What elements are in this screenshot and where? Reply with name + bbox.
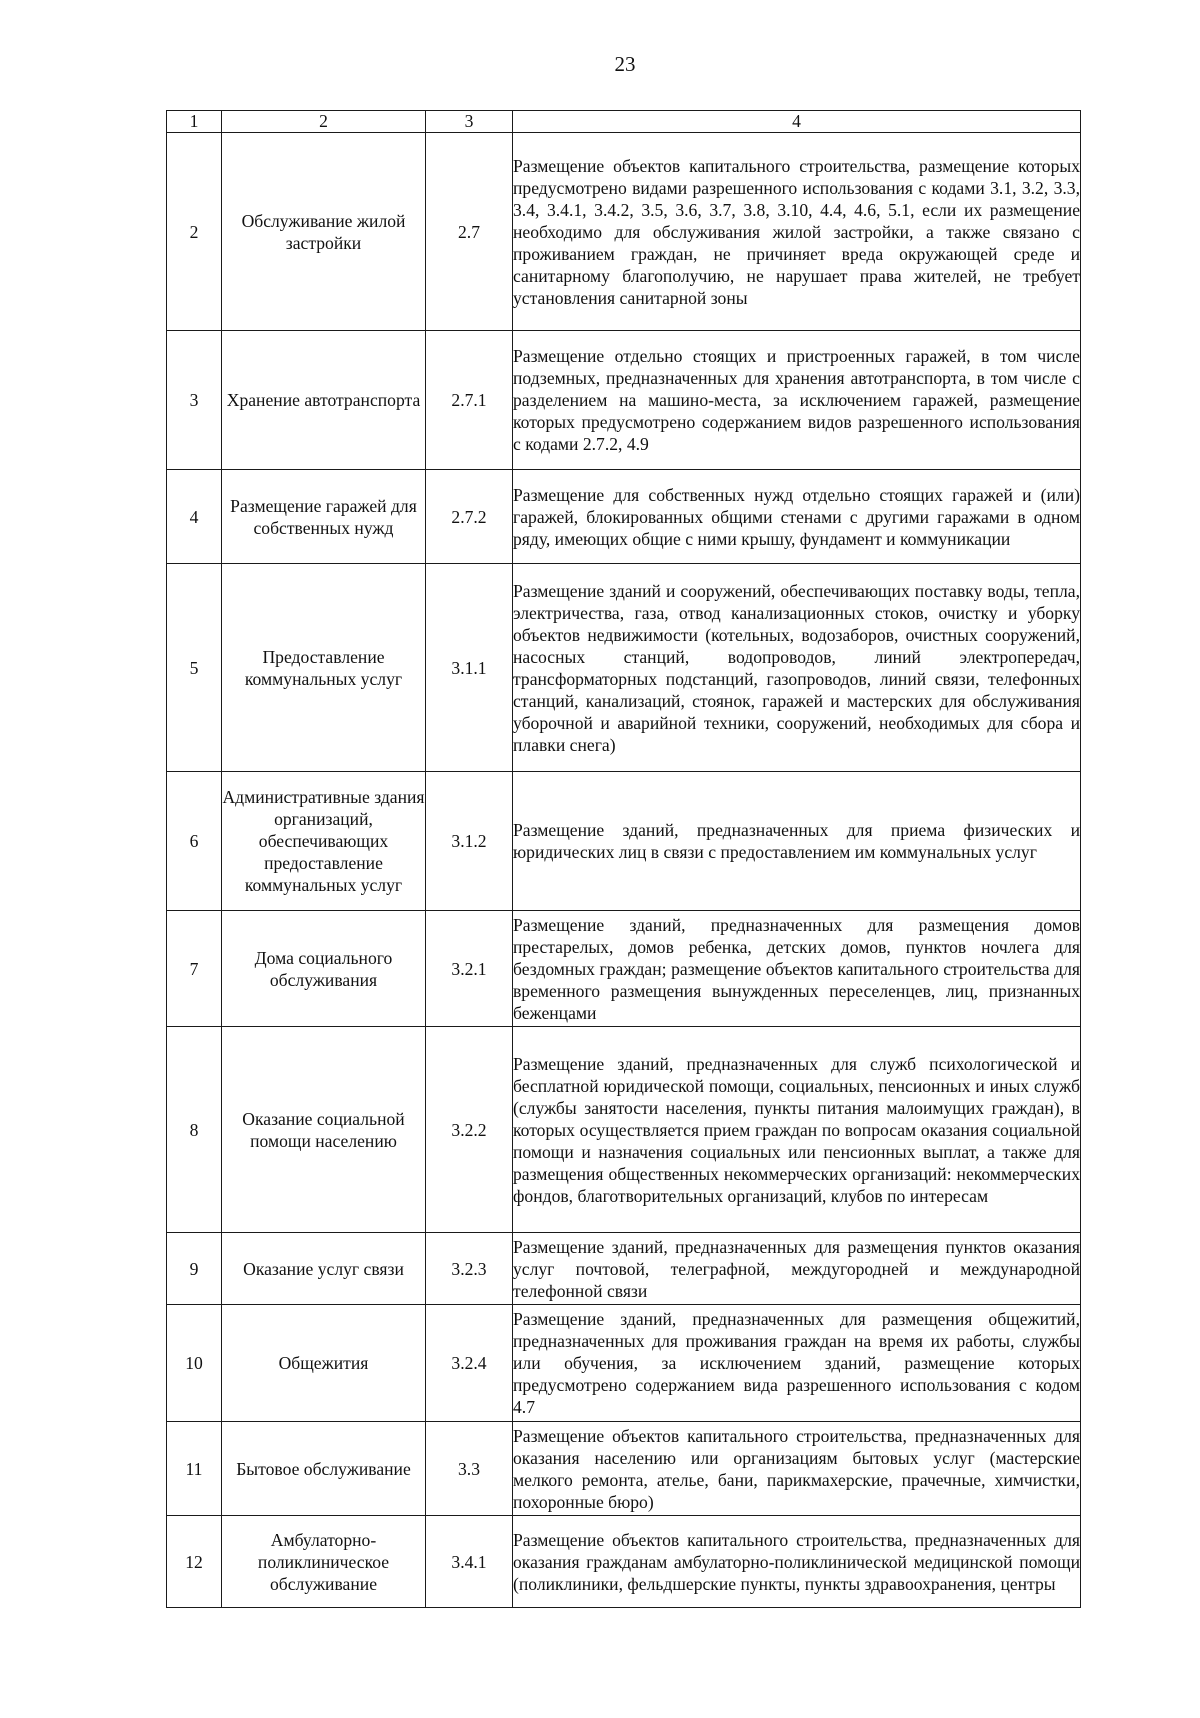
row-number: 10 <box>167 1305 222 1422</box>
table-row <box>167 911 1081 1027</box>
use-type-code: 3.3 <box>426 1422 513 1516</box>
use-type-code: 3.4.1 <box>426 1516 513 1608</box>
land-use-table <box>166 110 1081 1608</box>
row-number: 11 <box>167 1422 222 1516</box>
use-type-description: Размещение зданий, предназначенных для служб психологической и бесплатной юридической помощи, социальных, пенсионных и иных служб (службы занятости населения, пункты питания малоимущих граждан), в которых осуществляется прием граждан по вопросам оказания социальной помощи и назначения социальных или пенсионных выплат, а также для размещения общественных некоммерческих организаций: некоммерческих фондов, благотворительных организаций, клубов по интересам <box>513 1027 1081 1233</box>
table-row <box>167 1422 1081 1516</box>
use-type-code: 3.2.4 <box>426 1305 513 1422</box>
table-row <box>167 470 1081 564</box>
use-type-code: 3.1.2 <box>426 772 513 911</box>
row-number: 3 <box>167 331 222 470</box>
use-type-description: Размещение зданий, предназначенных для размещения пунктов оказания услуг почтовой, телеграфной, междугородней и международной телефонной связи <box>513 1233 1081 1305</box>
row-number: 2 <box>167 133 222 331</box>
use-type-name: Размещение гаражей для собственных нужд <box>222 470 426 564</box>
use-type-name: Оказание социальной помощи населению <box>222 1027 426 1233</box>
use-type-description: Размещение зданий, предназначенных для размещения общежитий, предназначенных для проживания граждан на время их работы, службы или обучения, за исключением зданий, размещение которых предусмотрено содержанием вида разрешенного использования с кодом 4.7 <box>513 1305 1081 1422</box>
table-row <box>167 772 1081 911</box>
use-type-code: 2.7.1 <box>426 331 513 470</box>
column-header: 2 <box>222 111 426 133</box>
use-type-name: Дома социального обслуживания <box>222 911 426 1027</box>
row-number: 5 <box>167 564 222 772</box>
table-row <box>167 564 1081 772</box>
use-type-name: Хранение автотранспорта <box>222 331 426 470</box>
page-number: 23 <box>614 52 636 76</box>
use-type-name: Оказание услуг связи <box>222 1233 426 1305</box>
use-type-name: Амбулаторно-поликлиническое обслуживание <box>222 1516 426 1608</box>
use-type-name: Предоставление коммунальных услуг <box>222 564 426 772</box>
use-type-code: 3.2.3 <box>426 1233 513 1305</box>
use-type-description: Размещение объектов капитального строительства, предназначенных для оказания населению или организациям бытовых услуг (мастерские мелкого ремонта, ателье, бани, парикмахерские, прачечные, химчистки, похоронные бюро) <box>513 1422 1081 1516</box>
table-row <box>167 1516 1081 1608</box>
use-type-code: 3.2.1 <box>426 911 513 1027</box>
row-number: 9 <box>167 1233 222 1305</box>
table-row <box>167 1233 1081 1305</box>
use-type-name: Общежития <box>222 1305 426 1422</box>
use-type-description: Размещение зданий, предназначенных для приема физических и юридических лиц в связи с предоставлением им коммунальных услуг <box>513 772 1081 911</box>
use-type-code: 2.7.2 <box>426 470 513 564</box>
table-row <box>167 1305 1081 1422</box>
row-number: 6 <box>167 772 222 911</box>
row-number: 7 <box>167 911 222 1027</box>
use-type-name: Административные здания организаций, обеспечивающих предоставление коммунальных услуг <box>222 772 426 911</box>
row-number: 12 <box>167 1516 222 1608</box>
use-type-name: Бытовое обслуживание <box>222 1422 426 1516</box>
use-type-description: Размещение объектов капитального строительства, размещение которых предусмотрено видами разрешенного использования с кодами 3.1, 3.2, 3.3, 3.4, 3.4.1, 3.4.2, 3.5, 3.6, 3.7, 3.8, 3.10, 4.4, 4.6, 5.1, если их размещение необходимо для обслуживания жилой застройки, а также связано с проживанием граждан, не причиняет вреда окружающей среде и санитарному благополучию, не нарушает права жителей, не требует установления санитарной зоны <box>513 133 1081 331</box>
use-type-code: 3.1.1 <box>426 564 513 772</box>
row-number: 4 <box>167 470 222 564</box>
table-row <box>167 1027 1081 1233</box>
use-type-description: Размещение зданий, предназначенных для размещения домов престарелых, домов ребенка, детских домов, пунктов ночлега для бездомных граждан; размещение объектов капитального строительства для временного размещения вынужденных переселенцев, лиц, признанных беженцами <box>513 911 1081 1027</box>
use-type-description: Размещение объектов капитального строительства, предназначенных для оказания гражданам амбулаторно-поликлинической медицинской помощи (поликлиники, фельдшерские пункты, пункты здравоохранения, центры <box>513 1516 1081 1608</box>
table-row <box>167 133 1081 331</box>
row-number: 8 <box>167 1027 222 1233</box>
use-type-description: Размещение отдельно стоящих и пристроенных гаражей, в том числе подземных, предназначенных для хранения автотранспорта, в том числе с разделением на машино-места, за исключением гаражей, размещение которых предусмотрено содержанием видов разрешенного использования с кодами 2.7.2, 4.9 <box>513 331 1081 470</box>
use-type-code: 3.2.2 <box>426 1027 513 1233</box>
use-type-name: Обслуживание жилой застройки <box>222 133 426 331</box>
column-header: 4 <box>513 111 1081 133</box>
use-type-description: Размещение зданий и сооружений, обеспечивающих поставку воды, тепла, электричества, газа, отвод канализационных стоков, очистку и уборку объектов недвижимости (котельных, водозаборов, очистных сооружений, насосных станций, водопроводов, линий электропередач, трансформаторных подстанций, газопроводов, линий связи, телефонных станций, канализаций, стоянок, гаражей и мастерских для обслуживания уборочной и аварийной техники, сооружений, необходимых для сбора и плавки снега) <box>513 564 1081 772</box>
use-type-code: 2.7 <box>426 133 513 331</box>
use-type-description: Размещение для собственных нужд отдельно стоящих гаражей и (или) гаражей, блокированных общими стенами с другими гаражами в одном ряду, имеющих общие с ними крышу, фундамент и коммуникации <box>513 470 1081 564</box>
table-row <box>167 331 1081 470</box>
column-header: 1 <box>167 111 222 133</box>
table-header-row <box>167 111 1081 133</box>
column-header: 3 <box>426 111 513 133</box>
